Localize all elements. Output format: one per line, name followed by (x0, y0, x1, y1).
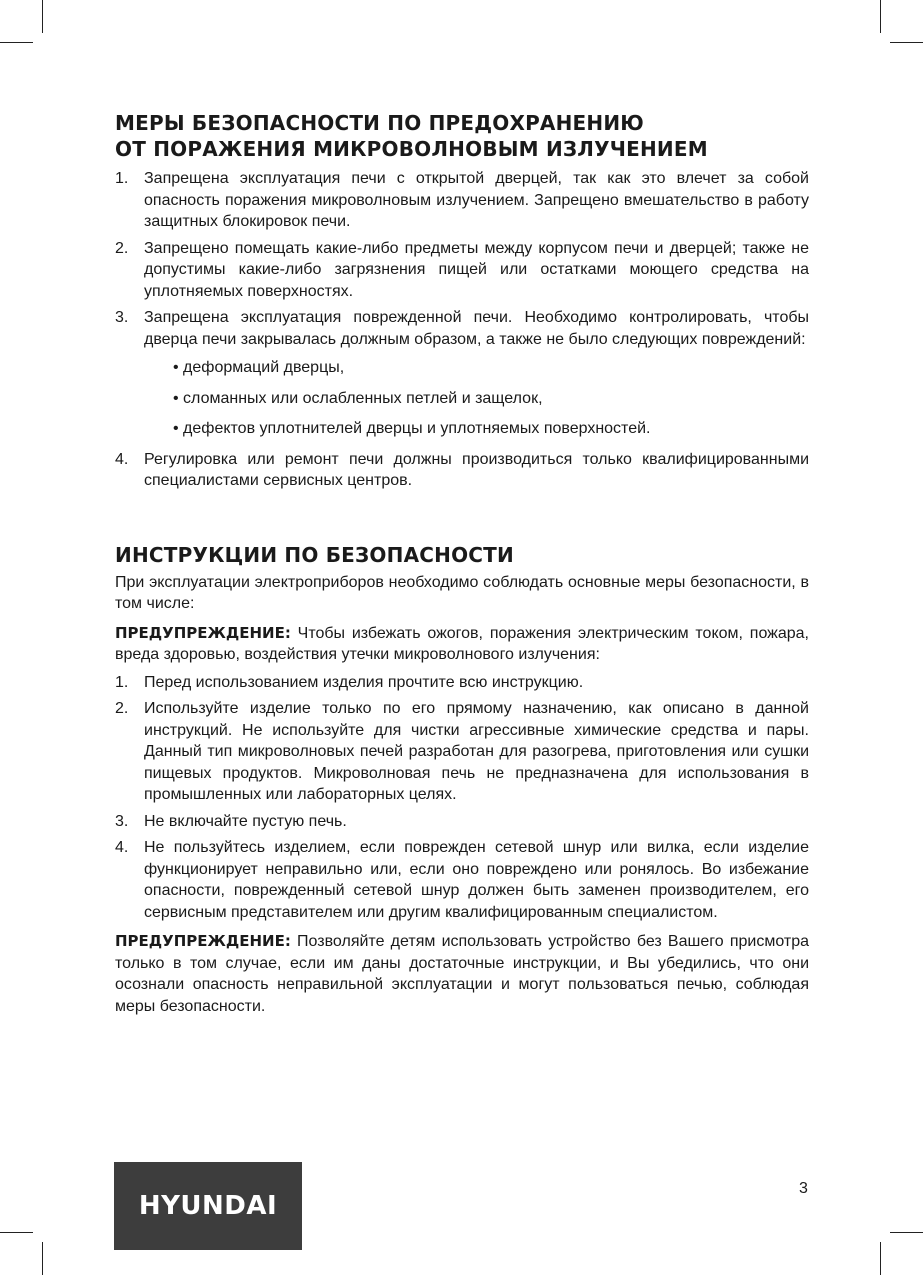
bullet-item: • сломанных или ослабленных петлей и защелок, (173, 389, 543, 407)
section-title-line: ОТ ПОРАЖЕНИЯ МИКРОВОЛНОВЫМ ИЗЛУЧЕНИЕМ (115, 137, 708, 161)
numbered-list (115, 672, 809, 924)
list-number: 1. (115, 673, 129, 691)
warning-label: ПРЕДУПРЕЖДЕНИЕ: (115, 623, 291, 642)
section-title (115, 110, 809, 162)
crop-mark (890, 1232, 923, 1233)
list-number: 1. (115, 170, 129, 187)
list-item (115, 837, 809, 923)
list-item (115, 168, 809, 233)
list-number: 2. (115, 700, 129, 717)
bullet-item: • деформаций дверцы, (173, 359, 345, 376)
section-title-line: МЕРЫ БЕЗОПАСНОСТИ ПО ПРЕДОХРАНЕНИЮ (115, 111, 644, 135)
warning-paragraph (115, 931, 809, 1017)
list-number: 3. (115, 812, 129, 830)
list-item (115, 238, 809, 303)
section-title: ИНСТРУКЦИИ ПО БЕЗОПАСНОСТИ (115, 542, 514, 567)
list-item-text: Перед использованием изделия прочтите всю инструкцию. (144, 673, 584, 691)
crop-mark (42, 0, 43, 33)
section-safety-instructions (115, 542, 809, 1018)
list-number: 3. (115, 309, 129, 326)
page-number: 3 (799, 1180, 808, 1197)
list-item-text: Запрещена эксплуатация печи с открытой дверцей, так как это влечет за собой опасность поражения микроволновым излучением. Запрещено вмешательство в работу защитных блокировок печи. (144, 170, 809, 230)
crop-mark (880, 0, 881, 33)
list-item (115, 307, 809, 440)
bullet-list (144, 357, 809, 440)
list-item-text: Не пользуйтесь изделием, если поврежден сетевой шнур или вилка, если изделие функционирует неправильно или, если оно повреждено или ронялось. Во избежание опасности, поврежденный сетевой шнур должен быть заменен производителем, его сервисным представителем или другим квалифицированным специалистом. (144, 839, 809, 921)
intro-paragraph: При эксплуатации электроприборов необходимо соблюдать основные меры безопасности, в том числе: (115, 573, 809, 612)
crop-mark (42, 1242, 43, 1275)
crop-mark (0, 42, 33, 43)
list-number: 4. (115, 839, 129, 856)
crop-mark (880, 1242, 881, 1275)
crop-mark (890, 42, 923, 43)
list-number: 2. (115, 239, 129, 257)
list-item-text: Не включайте пустую печь. (144, 812, 347, 830)
list-item (115, 698, 809, 806)
list-item (115, 811, 809, 833)
list-item (115, 672, 809, 694)
crop-mark (0, 1232, 33, 1233)
hyundai-logo: HYUNDAI (114, 1162, 302, 1250)
warning-label: ПРЕДУПРЕЖДЕНИЕ: (115, 932, 291, 950)
warning-text: Позволяйте детям использовать устройство без Вашего присмотра только в том случае, если им даны достаточные инструкции, и Вы убедились, что они осознали опасность неправильной эксплуатации и могут пользоваться печью, соблюдая меры безопасности. (115, 933, 809, 1015)
bullet-item: • дефектов уплотнителей дверцы и уплотняемых поверхностей. (173, 420, 651, 437)
list-item-text: Запрещено помещать какие-либо предметы между корпусом печи и дверцей; также не допустимы какие-либо загрязнения пищей или остатками моющего средства на уплотняемых поверхностях. (144, 239, 809, 300)
numbered-list (115, 168, 809, 492)
warning-paragraph (115, 623, 809, 666)
list-item-text: Запрещена эксплуатация поврежденной печи. Необходимо контролировать, чтобы дверца печи закрывалась должным образом, а также не было следующих повреждений: (144, 309, 809, 348)
list-item-text: Регулировка или ремонт печи должны производиться только квалифицированными специалистами сервисных центров. (144, 450, 809, 489)
list-item-text: Используйте изделие только по его прямому назначению, как описано в данной инструкций. Не используйте для чистки агрессивные химические средства и пары. Данный тип микроволновых печей разработан для разогрева, приготовления или сушки пищевых продуктов. Микроволновая печь не предназначена для использования в промышленных или лабораторных целях. (144, 700, 809, 803)
section-microwave-safety (115, 110, 809, 492)
warning-text: Чтобы избежать ожогов, поражения электрическим током, пожара, вреда здоровью, воздействия утечки микроволнового излучения: (115, 624, 809, 663)
list-number: 4. (115, 450, 129, 468)
page-content (115, 110, 809, 1017)
list-item (115, 449, 809, 492)
